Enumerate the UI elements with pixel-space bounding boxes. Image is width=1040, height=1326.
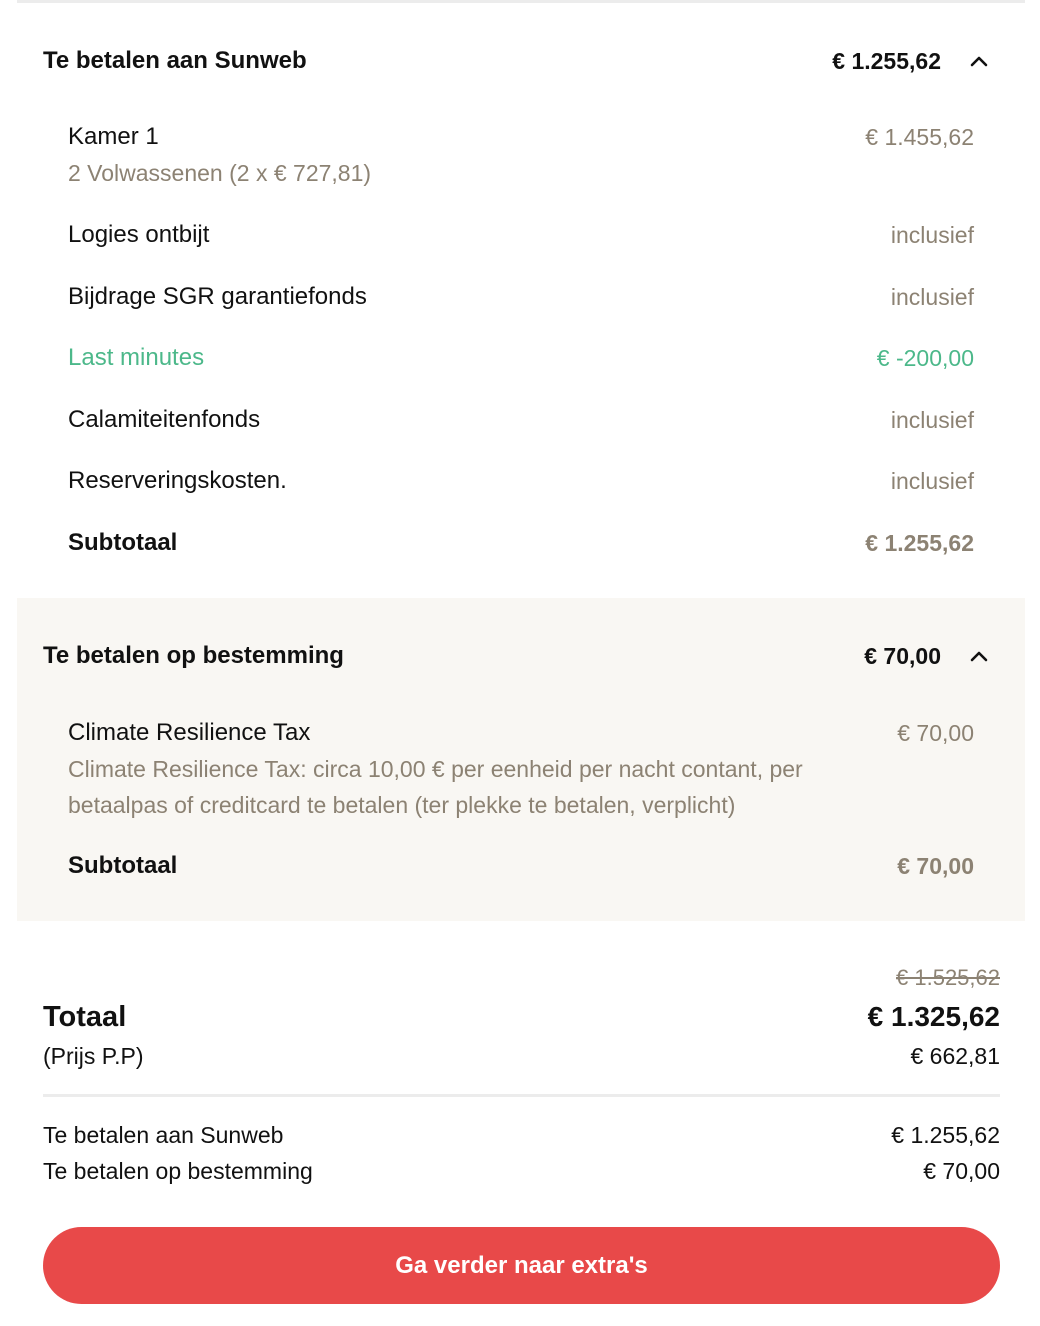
- line-item: [68, 402, 974, 438]
- room-info: [68, 119, 371, 191]
- section-title: Te betalen op bestemming: [43, 642, 344, 669]
- tax-label: Climate Resilience Tax: [68, 719, 311, 746]
- line-item-label: Reserveringskosten.: [68, 467, 287, 494]
- total-row: [43, 1001, 1000, 1034]
- room-label: Kamer 1: [68, 123, 159, 150]
- line-item-value: inclusief: [890, 468, 974, 494]
- payment-summary-amount: € 1.255,62: [891, 1122, 1000, 1148]
- line-item-value: inclusief: [890, 284, 974, 310]
- subtotal-label: Subtotaal: [68, 529, 178, 556]
- subtotal-value: € 70,00: [897, 853, 974, 879]
- total-amount: € 1.325,62: [867, 1001, 1000, 1032]
- line-item: [68, 217, 974, 253]
- chevron-up-icon[interactable]: [959, 46, 999, 76]
- section-header-sunweb[interactable]: [43, 41, 999, 81]
- tax-amount: € 70,00: [897, 720, 974, 746]
- price-per-person-row: [43, 1043, 1000, 1070]
- payment-summary-row: [43, 1158, 1000, 1185]
- total-label: Totaal: [43, 1001, 127, 1033]
- subtotal-row: [68, 525, 974, 561]
- line-item-label: Calamiteitenfonds: [68, 406, 261, 433]
- payment-summary-label: Te betalen op bestemming: [43, 1158, 313, 1184]
- room-detail: 2 Volwassenen (2 x € 727,81): [68, 160, 372, 186]
- subtotal-row: [68, 848, 974, 884]
- totals-divider: [43, 1094, 1000, 1097]
- section-amount: € 70,00: [864, 642, 941, 669]
- tax-info: [68, 715, 897, 823]
- line-item-label: Bijdrage SGR garantiefonds: [68, 283, 367, 310]
- section-header-right: [832, 46, 999, 76]
- room-amount: € 1.455,62: [865, 124, 974, 150]
- tax-description: Climate Resilience Tax: circa 10,00 € per eenheid per nacht contant, per betaalpas of creditcard te betalen (ter plekke te betalen, verplicht): [68, 756, 803, 818]
- subtotal-label: Subtotaal: [68, 852, 178, 879]
- line-item-label: Last minutes: [68, 344, 205, 371]
- section-header-right: [864, 641, 999, 671]
- line-item-value: € -200,00: [876, 345, 974, 371]
- chevron-up-icon[interactable]: [959, 641, 999, 671]
- line-item-label: Logies ontbijt: [68, 221, 210, 248]
- price-per-person-amount: € 662,81: [910, 1043, 1000, 1069]
- section-header-destination[interactable]: [43, 636, 999, 676]
- totals-block: [43, 965, 1000, 1085]
- payment-summary-label: Te betalen aan Sunweb: [43, 1122, 284, 1148]
- continue-to-extras-button[interactable]: Ga verder naar extra's: [43, 1227, 1000, 1304]
- room-row: [68, 119, 974, 191]
- payment-summary-amount: € 70,00: [923, 1158, 1000, 1184]
- tax-row: [68, 715, 974, 823]
- section-title: Te betalen aan Sunweb: [43, 47, 307, 74]
- payment-summary-row: [43, 1122, 1000, 1149]
- section-pay-sunweb: [17, 3, 1025, 598]
- line-item-value: inclusief: [890, 407, 974, 433]
- section-pay-destination: [17, 598, 1025, 921]
- subtotal-value: € 1.255,62: [865, 530, 974, 556]
- line-item: [68, 463, 974, 499]
- section-amount: € 1.255,62: [832, 47, 941, 74]
- line-item: [68, 279, 974, 315]
- line-item-value: inclusief: [890, 222, 974, 248]
- price-per-person-label: (Prijs P.P): [43, 1043, 144, 1069]
- line-item-discount: [68, 340, 974, 376]
- old-price: € 1.525,62: [896, 965, 1000, 990]
